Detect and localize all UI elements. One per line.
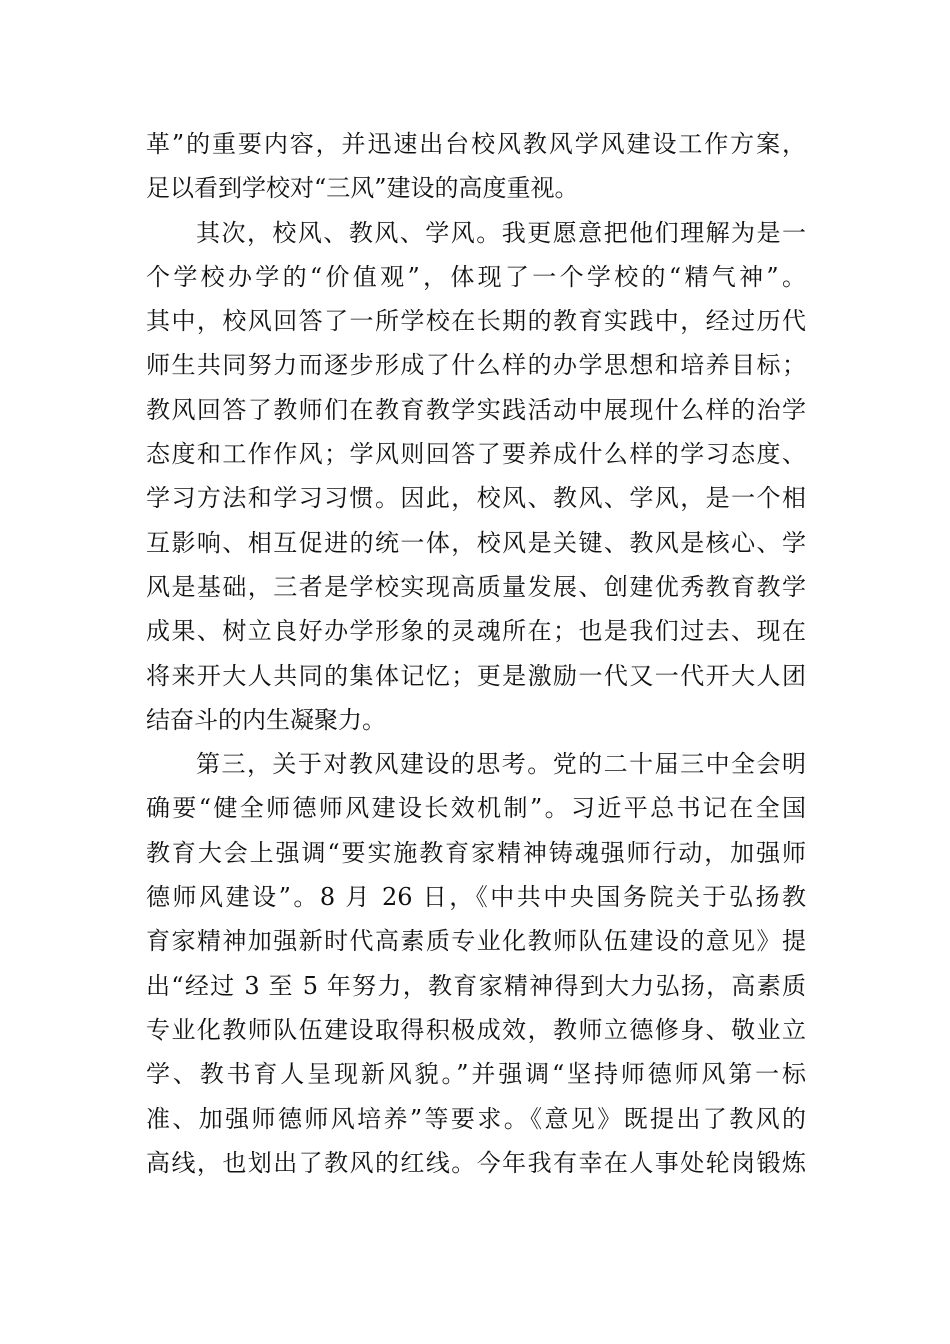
text-line: 德师风建设”。8 月 26 日，《中共中央国务院关于弘扬教 — [146, 883, 806, 912]
text-line: 育家精神加强新时代高素质专业化教师队伍建设的意见》提 — [146, 927, 806, 956]
text-line: 出“经过 3 至 5 年努力，教育家精神得到大力弘扬，高素质 — [146, 971, 806, 1000]
text-line: 足以看到学校对“三风”建设的高度重视。 — [146, 174, 579, 203]
text-line: 师生共同努力而逐步形成了什么样的办学思想和培养目标； — [146, 351, 806, 380]
text-line: 教风回答了教师们在教育教学实践活动中展现什么样的治学 — [146, 395, 806, 424]
text-line: 学习方法和学习习惯。因此，校风、教风、学风，是一个相 — [146, 484, 806, 513]
text-line: 互影响、相互促进的统一体，校风是关键、教风是核心、学 — [146, 528, 806, 557]
text-line: 成果、树立良好办学形象的灵魂所在；也是我们过去、现在 — [146, 617, 806, 646]
text-line: 革”的重要内容，并迅速出台校风教风学风建设工作方案， — [146, 130, 806, 158]
text-line: 第三，关于对教风建设的思考。党的二十届三中全会明 — [196, 750, 806, 779]
text-line: 其中，校风回答了一所学校在长期的教育实践中，经过历代 — [146, 307, 806, 336]
text-line: 准、加强师德师风培养”等要求。《意见》既提出了教风的 — [146, 1104, 806, 1133]
text-line: 个学校办学的“价值观”，体现了一个学校的“精气神”。 — [146, 262, 806, 291]
text-line: 确要“健全师德师风建设长效机制”。习近平总书记在全国 — [146, 794, 806, 823]
text-line: 结奋斗的内生凝聚力。 — [146, 705, 386, 734]
document-body — [146, 122, 806, 1185]
text-line: 教育大会上强调“要实施教育家精神铸魂强师行动，加强师 — [146, 838, 806, 867]
text-line: 态度和工作作风；学风则回答了要养成什么样的学习态度、 — [146, 440, 806, 469]
text-line: 将来开大人共同的集体记忆；更是激励一代又一代开大人团 — [146, 661, 806, 690]
text-line: 专业化教师队伍建设取得积极成效，教师立德修身、敬业立 — [146, 1015, 806, 1044]
text-line: 学、教书育人呈现新风貌。”并强调“坚持师德师风第一标 — [146, 1060, 806, 1089]
text-line: 风是基础，三者是学校实现高质量发展、创建优秀教育教学 — [146, 572, 806, 601]
text-line: 高线，也划出了教风的红线。今年我有幸在人事处轮岗锻炼 — [146, 1148, 806, 1177]
text-line: 其次，校风、教风、学风。我更愿意把他们理解为是一 — [196, 218, 806, 247]
